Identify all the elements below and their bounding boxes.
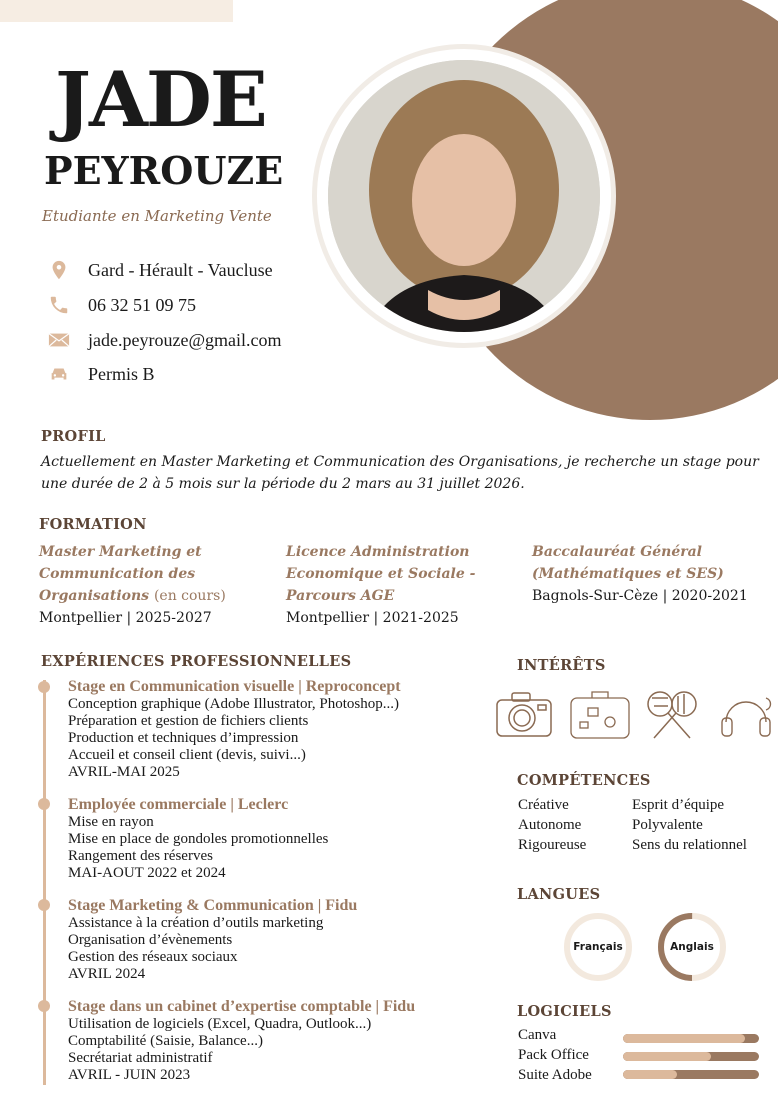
car-icon [48, 363, 70, 385]
software-level-fill [623, 1034, 745, 1043]
experience-line: Rangement des réserves [68, 848, 213, 864]
experience-line: Comptabilité (Saisie, Balance...) [68, 1033, 263, 1049]
experience-line: Mise en place de gondoles promotionnelles [68, 831, 329, 847]
interets-heading: INTÉRÊTS [517, 657, 606, 674]
experience-item [68, 897, 468, 983]
experience-date: AVRIL 2024 [68, 966, 146, 982]
experience-title: Stage en Communication visuelle | Reproconcept [68, 678, 401, 695]
profil-text: Actuellement en Master Marketing et Communication des Organisations, je recherche un stage pour une durée de 2 à 5 mois sur la période du 2 mars au 31 juillet 2026. [41, 454, 759, 492]
language-ring-anglais [657, 912, 727, 982]
experiences-heading: EXPÉRIENCES PROFESSIONNELLES [41, 653, 352, 670]
competences-col1 [518, 795, 586, 855]
skill: Autonome [518, 817, 582, 833]
skill: Sens du relationnel [632, 837, 747, 853]
contact-phone [48, 294, 196, 316]
experience-title: Employée commerciale | Leclerc [68, 796, 289, 813]
skill: Polyvalente [632, 817, 703, 833]
camera-icon [494, 688, 554, 742]
profile-photo [328, 60, 600, 332]
experience-line: Mise en rayon [68, 814, 154, 830]
contact-email [48, 329, 282, 351]
first-name: JADE [55, 55, 266, 144]
competences-heading: COMPÉTENCES [517, 772, 651, 789]
software-level-fill [623, 1052, 711, 1061]
formation-title: Baccalauréat Général (Mathématiques et SES) [532, 544, 724, 582]
job-subtitle: Etudiante en Marketing Vente [42, 207, 272, 225]
software-name: Pack Office [518, 1047, 589, 1063]
contact-location [48, 259, 273, 281]
formation-detail: Montpellier | 2025-2027 [39, 610, 212, 626]
software-level-bar [623, 1034, 759, 1043]
tennis-rackets-icon [644, 688, 700, 742]
experience-line: Conception graphique (Adobe Illustrator, Photoshop...) [68, 696, 400, 712]
headphones-icon [718, 688, 774, 746]
formation-item [532, 541, 752, 607]
experience-line: Secrétariat administratif [68, 1050, 213, 1066]
formation-item [286, 541, 506, 629]
experience-title: Stage dans un cabinet d’expertise comptable | Fidu [68, 998, 416, 1015]
experience-date: MAI-AOUT 2022 et 2024 [68, 865, 226, 881]
experience-date: AVRIL-MAI 2025 [68, 764, 180, 780]
contact-text: Gard - Hérault - Vaucluse [88, 259, 273, 280]
formation-heading: FORMATION [39, 516, 147, 533]
experience-line: Accueil et conseil client (devis, suivi...) [68, 747, 306, 763]
langues-heading: LANGUES [517, 886, 601, 903]
experience-item [68, 678, 468, 781]
software-level-fill [623, 1070, 677, 1079]
software-name: Suite Adobe [518, 1067, 592, 1083]
phone-icon [48, 294, 70, 316]
envelope-icon [48, 329, 70, 351]
experience-date: AVRIL - JUIN 2023 [68, 1067, 191, 1083]
contact-text: jade.peyrouze@gmail.com [88, 329, 282, 350]
language-name: Français [573, 941, 623, 953]
timeline-dot [38, 899, 50, 911]
formation-title: Master Marketing et Communication des Organisations [39, 544, 202, 604]
formation-note: (en cours) [153, 588, 226, 604]
software-level-bar [623, 1070, 759, 1079]
experience-line: Utilisation de logiciels (Excel, Quadra, Outlook...) [68, 1016, 372, 1032]
timeline-line [43, 680, 46, 1085]
suitcase-icon [568, 688, 632, 742]
experience-line: Gestion des réseaux sociaux [68, 949, 238, 965]
decorative-strip [0, 0, 233, 22]
experience-item [68, 796, 468, 882]
formation-detail: Bagnols-Sur-Cèze | 2020-2021 [532, 588, 748, 604]
software-level-bar [623, 1052, 759, 1061]
experience-item [68, 998, 468, 1084]
language-name: Anglais [670, 941, 714, 953]
skill: Rigoureuse [518, 837, 587, 853]
software-name: Canva [518, 1027, 557, 1043]
experience-line: Production et techniques d’impression [68, 730, 299, 746]
competences-col2 [632, 795, 747, 855]
formation-detail: Montpellier | 2021-2025 [286, 610, 459, 626]
language-ring-francais [563, 912, 633, 982]
logiciels-heading: LOGICIELS [517, 1003, 612, 1020]
formation-item [39, 541, 259, 629]
timeline-dot [38, 798, 50, 810]
location-pin-icon [48, 259, 70, 281]
formation-title: Licence Administration Economique et Sociale - Parcours AGE [286, 544, 476, 604]
profil-heading: PROFIL [41, 428, 106, 445]
experience-line: Assistance à la création d’outils marketing [68, 915, 324, 931]
skill: Créative [518, 797, 569, 813]
experience-line: Préparation et gestion de fichiers clients [68, 713, 309, 729]
experience-title: Stage Marketing & Communication | Fidu [68, 897, 358, 914]
skill: Esprit d’équipe [632, 797, 725, 813]
contact-text: Permis B [88, 363, 155, 384]
last-name: PEYROUZE [44, 148, 284, 193]
contact-license [48, 363, 155, 385]
timeline-dot [38, 681, 50, 693]
experience-line: Organisation d’évènements [68, 932, 233, 948]
contact-text: 06 32 51 09 75 [88, 294, 196, 315]
timeline-dot [38, 1000, 50, 1012]
